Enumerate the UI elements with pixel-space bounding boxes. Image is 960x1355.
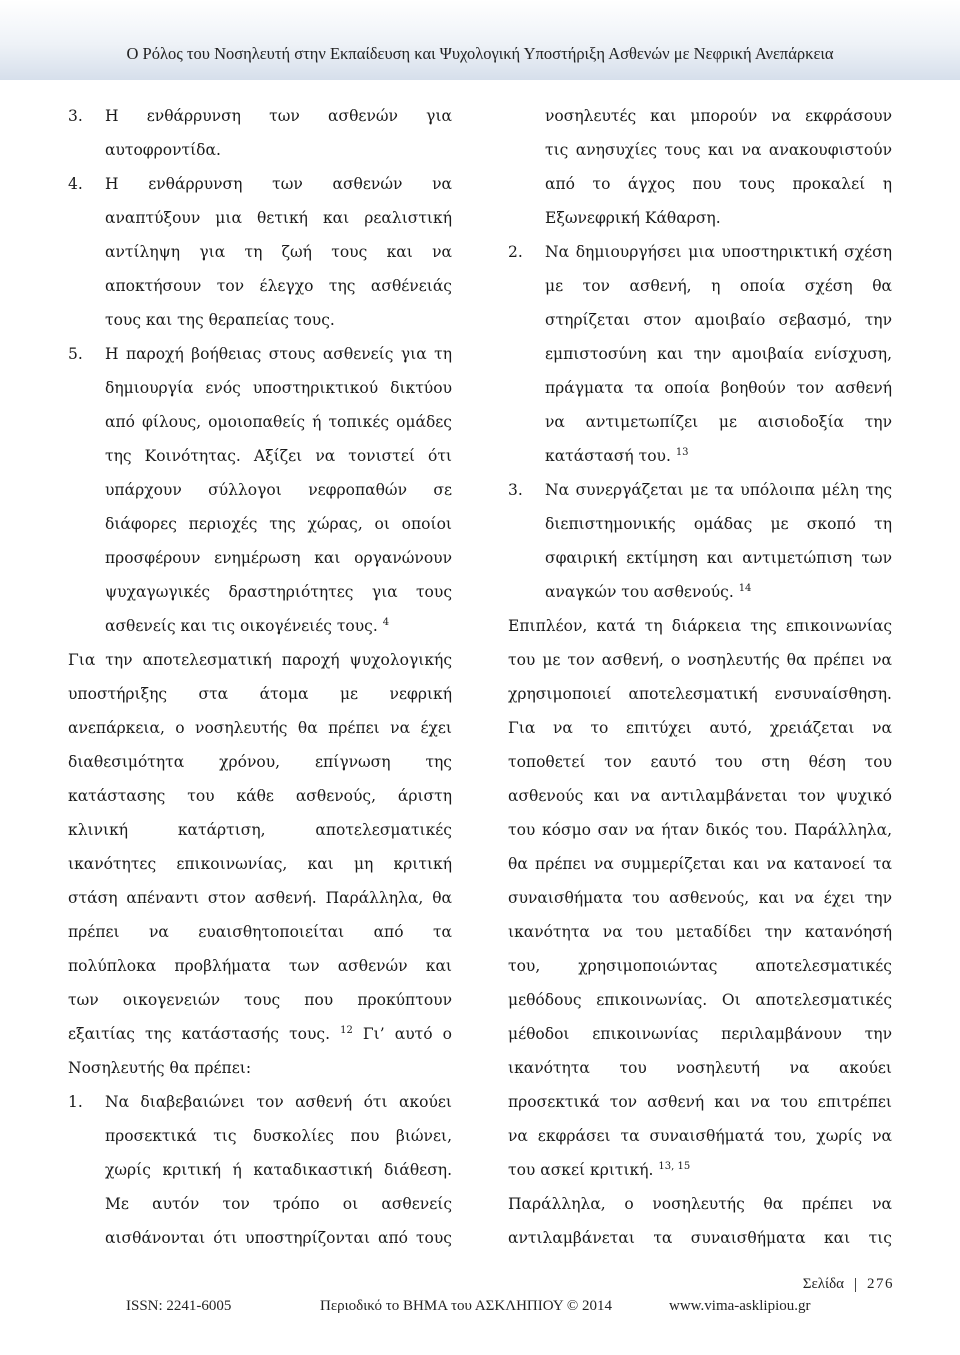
text-line (68, 949, 452, 983)
text-line (68, 915, 452, 949)
running-title: Ο Ρόλος του Νοσηλευτή στην Εκπαίδευση και Ψυχολογική Υποστήριξη Ασθενών με Νεφρική Ανεπάρκεια (126, 44, 834, 63)
line-text: Να συνεργάζεται με τα υπόλοιπα μέλη της (545, 481, 892, 499)
list-number: 1. (68, 1093, 83, 1111)
line-text: ανεπάρκεια, ο νοσηλευτής θα πρέπει να έχει (68, 719, 452, 737)
text-line (68, 133, 452, 167)
line-text: να αντιμετωπίζει με αισιοδοξία την (545, 413, 892, 431)
line-text: κατάστασης του κάθε ασθενούς, άριστη (68, 787, 452, 805)
text-line (68, 473, 452, 507)
line-text: Εξωνεφρική Κάθαρση. (545, 209, 721, 227)
line-text: Να διαβεβαιώνει τον ασθενή ότι ακούει (105, 1093, 452, 1111)
text-line (508, 473, 892, 507)
issn-text: ISSN: 2241-6005 (126, 1298, 232, 1314)
text-line (508, 1051, 892, 1085)
text-line (68, 371, 452, 405)
line-text: στηρίζεται στον αμοιβαίο σεβασμό, την (545, 311, 892, 329)
text-line (508, 983, 892, 1017)
citation-ref: 4 (382, 616, 390, 628)
text-line (508, 507, 892, 541)
page-indicator (0, 1276, 894, 1293)
text-line (68, 1017, 452, 1051)
text-line (508, 575, 892, 609)
text-line (68, 881, 452, 915)
line-text: πρέπει να ευαισθητοποιείται από τα (68, 923, 452, 941)
line-text: προσφέρουν ενημέρωση και οργανώνουν (105, 549, 452, 567)
line-text: μεθόδους επικοινωνίας. Οι αποτελεσματικές (508, 991, 892, 1009)
line-text: ψυχαγωγικές δραστηριότητες για τους (105, 583, 452, 601)
line-text: του κόσμο σαν να ήταν δικός του. Παράλληλα, (508, 821, 892, 839)
text-line (68, 167, 452, 201)
text-line (68, 1119, 452, 1153)
text-line (508, 915, 892, 949)
text-line (68, 847, 452, 881)
line-text: αντίληψη για τη ζωή τους και να (105, 243, 452, 261)
text-line (68, 439, 452, 473)
text-line (68, 405, 452, 439)
line-text: διαθεσιμότητα χρόνου, επίγνωση της (68, 753, 452, 771)
line-text: δημιουργία ενός υποστηρικτικού δικτύου (105, 379, 452, 397)
text-line (68, 1221, 452, 1255)
text-line (508, 609, 892, 643)
journal-name: Περιοδικό το ΒΗΜΑ του ΑΣΚΛΗΠΙΟΥ © 2014 (320, 1298, 613, 1314)
line-text: Η παροχή βοήθειας στους ασθενείς για τη (105, 345, 452, 363)
text-line (508, 813, 892, 847)
text-line (68, 337, 452, 371)
page-number: 276 (867, 1276, 894, 1292)
list-number: 2. (508, 243, 523, 261)
text-line (68, 1153, 452, 1187)
line-text: στάση απέναντι στον ασθενή. Παράλληλα, θα (68, 889, 452, 907)
line-text: της Κοινότητας. Αξίζει να τονιστεί ότι (105, 447, 452, 465)
citation-ref: 13, 15 (658, 1160, 691, 1172)
line-text: μέθοδοι επικοινωνίας περιλαμβάνουν την (508, 1025, 892, 1043)
line-text: προσεκτικά τον ασθενή και να του επιτρέπει (508, 1093, 892, 1111)
text-line (508, 133, 892, 167)
text-line (508, 1017, 892, 1051)
line-text: αντιλαμβάνεται τα συναισθήματα και τις (508, 1229, 892, 1247)
left-text-column (68, 99, 452, 1255)
line-text: Για να το επιτύχει αυτό, χρειάζεται να (508, 719, 892, 737)
text-line (508, 847, 892, 881)
list-number: 3. (68, 107, 83, 125)
text-line (508, 371, 892, 405)
page-label: Σελίδα (802, 1276, 844, 1292)
line-text: να εκφράσει τα συναισθήματά του, χωρίς να (508, 1127, 892, 1145)
line-text: πολύπλοκα προβλήματα των ασθενών και (68, 957, 452, 975)
text-line (68, 677, 452, 711)
text-line (68, 575, 452, 609)
text-line (508, 1085, 892, 1119)
list-number: 3. (508, 481, 523, 499)
line-text: αυτοφροντίδα. (105, 141, 221, 159)
text-line (68, 711, 452, 745)
text-line (508, 167, 892, 201)
text-line (508, 337, 892, 371)
text-line (68, 541, 452, 575)
text-line (68, 507, 452, 541)
line-text: αποκτήσουν τον έλεγχο της ασθένειάς (105, 277, 452, 295)
text-line (508, 1221, 892, 1255)
text-line (68, 269, 452, 303)
line-text: αναγκών του ασθενούς. (545, 583, 734, 601)
line-text: υπάρχουν σύλλογοι νεφροπαθών σε (105, 481, 452, 499)
text-line (68, 779, 452, 813)
text-line (68, 609, 452, 643)
line-text: χρησιμοποιεί αποτελεσματική ενσυναίσθηση. (508, 685, 892, 703)
line-text: θα πρέπει να συμμερίζεται και να κατανοεί τα (508, 855, 892, 873)
line-text: Νοσηλευτής θα πρέπει: (68, 1059, 252, 1077)
text-line (508, 439, 892, 473)
text-line (68, 983, 452, 1017)
line-text: αναπτύξουν μια θετική και ρεαλιστική (105, 209, 452, 227)
line-text: υποστήριξης στα άτομα με νεφρική (68, 685, 452, 703)
citation-ref: 12 (340, 1024, 353, 1036)
text-line (508, 881, 892, 915)
text-line (508, 201, 892, 235)
text-line (508, 643, 892, 677)
citation-ref: 14 (738, 582, 752, 594)
text-line (68, 303, 452, 337)
text-line (508, 711, 892, 745)
line-text: σφαιρική εκτίμηση και αντιμετώπιση των (545, 549, 892, 567)
line-text: προσεκτικά τις δυσκολίες που βιώνει, (105, 1127, 452, 1145)
text-line (508, 405, 892, 439)
line-text-after: Γι’ αυτό ο (352, 1025, 452, 1043)
text-line (508, 269, 892, 303)
line-text: αισθάνονται ότι υποστηρίζονται από τους (105, 1229, 452, 1247)
text-line (68, 745, 452, 779)
line-text: Η ενθάρρυνση των ασθενών να (105, 175, 452, 193)
line-text: εμπιστοσύνη και την αμοιβαία ενίσχυση, (545, 345, 892, 363)
text-line (508, 949, 892, 983)
text-line (68, 1051, 452, 1085)
text-line (68, 99, 452, 133)
line-text: κατάστασή του. (545, 447, 671, 465)
text-line (68, 643, 452, 677)
line-text: διεπιστημονικής ομάδας με σκοπό τη (545, 515, 892, 533)
line-text: από το άγχος που τους προκαλεί η (545, 175, 892, 193)
line-text: ικανότητες επικοινωνίας, και μη κριτική (68, 855, 452, 873)
line-text: τους και της θεραπείας τους. (105, 311, 335, 329)
text-line (508, 1153, 892, 1187)
line-text: τις ανησυχίες τους και να ανακουφιστούν (545, 141, 892, 159)
list-number: 4. (68, 175, 83, 193)
line-text: διάφορες περιοχές της χώρας, οι οποίοι (105, 515, 452, 533)
line-text: Η ενθάρρυνση των ασθενών για (105, 107, 452, 125)
line-text: τοποθετεί τον εαυτό του στη θέση του (508, 753, 892, 771)
citation-ref: 13 (675, 446, 689, 458)
line-text: των οικογενειών τους που προκύπτουν (68, 991, 452, 1009)
line-text: πράγματα τα οποία βοηθούν τον ασθενή (545, 379, 892, 397)
line-text: ασθενείς και τις οικογένειές τους. (105, 617, 378, 635)
text-line (68, 813, 452, 847)
text-line (508, 677, 892, 711)
line-text: χωρίς κριτική ή καταδικαστική διάθεση. (105, 1161, 452, 1179)
line-text: Να δημιουργήσει μια υποστηρικτική σχέση (545, 243, 892, 261)
line-text: νοσηλευτές και μπορούν να εκφράσουν (545, 107, 892, 125)
line-text: ικανότητα του νοσηλευτή να ακούει (508, 1059, 892, 1077)
line-text: Επιπλέον, κατά τη διάρκεια της επικοινωνίας (508, 617, 892, 635)
line-text: του, χρησιμοποιώντας αποτελεσματικές (508, 957, 892, 975)
line-text: κλινική κατάρτιση, αποτελεσματικές (68, 821, 452, 839)
text-line (68, 235, 452, 269)
line-text: Παράλληλα, ο νοσηλευτής θα πρέπει να (508, 1195, 892, 1213)
line-text: συναισθήματα του ασθενούς, και να έχει την (508, 889, 892, 907)
text-line (68, 201, 452, 235)
text-line (508, 1119, 892, 1153)
line-text: με τον ασθενή, η οποία σχέση θα (545, 277, 892, 295)
page-separator (855, 1278, 856, 1292)
list-number: 5. (68, 345, 83, 363)
line-text: του ασκεί κριτική. (508, 1161, 654, 1179)
line-text: ικανότητα να του μεταδίδει την κατανόησή (508, 923, 892, 941)
text-line (68, 1085, 452, 1119)
text-line (508, 303, 892, 337)
line-text: από φίλους, ομοιοπαθείς ή τοπικές ομάδες (105, 413, 452, 431)
text-line (508, 99, 892, 133)
text-line (508, 779, 892, 813)
line-text: Για την αποτελεσματική παροχή ψυχολογικής (68, 651, 452, 669)
line-text: εξαιτίας της κατάστασής τους. (68, 1025, 331, 1043)
website-link[interactable]: www.vima-asklipiou.gr (669, 1298, 811, 1314)
line-text: Με αυτόν τον τρόπο οι ασθενείς (105, 1195, 452, 1213)
text-line (508, 235, 892, 269)
right-text-column (508, 99, 892, 1255)
line-text: ασθενούς και να αντιλαμβάνεται τον ψυχικό (508, 787, 892, 805)
page-header (0, 0, 960, 80)
text-line (508, 1187, 892, 1221)
text-line (508, 541, 892, 575)
line-text: του με τον ασθενή, ο νοσηλευτής θα πρέπει να (508, 651, 892, 669)
text-line (508, 745, 892, 779)
text-line (68, 1187, 452, 1221)
